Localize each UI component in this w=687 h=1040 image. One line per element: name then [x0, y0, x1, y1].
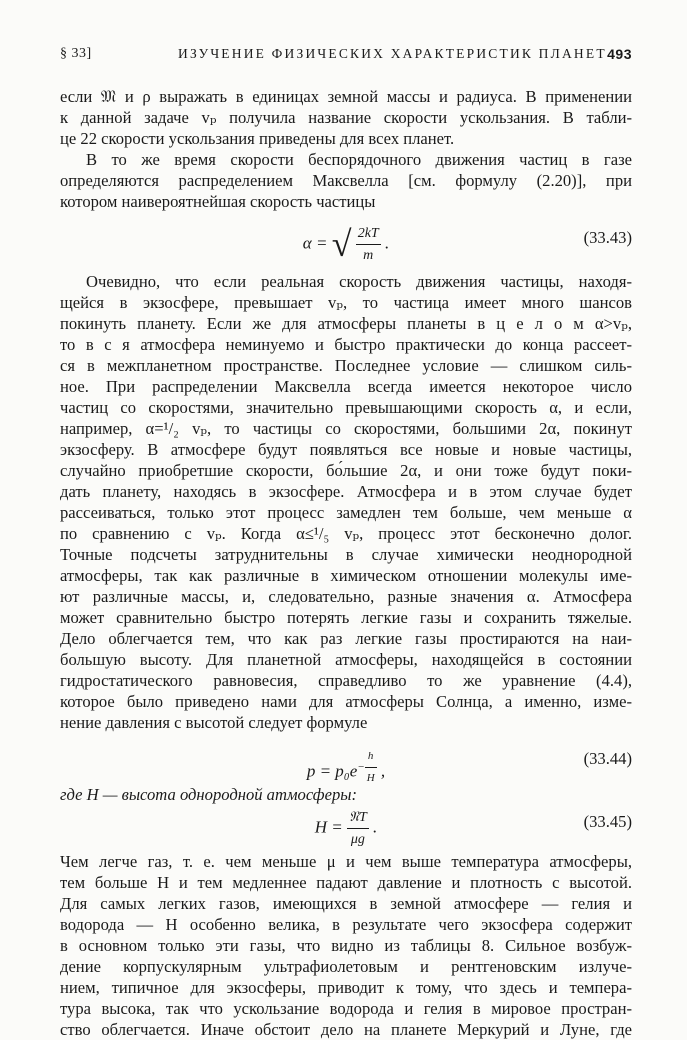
running-header: [60, 46, 632, 68]
text-line: тем больше H и тем медленнее падают давление и плотность с высотой.: [60, 873, 632, 892]
text-line: ют различные массы, и, следовательно, разные значения α. Атмосфера: [60, 587, 632, 606]
text-line: нение давления с высотой следует формуле: [60, 713, 368, 732]
text-line: ное. При распределении Максвелла всегда имеется некоторое число: [60, 377, 632, 396]
formula-33-43: [60, 215, 632, 267]
text-line: В то же время скорости беспорядочного движения частиц в газе: [86, 150, 632, 169]
formula-33-44: [60, 736, 632, 784]
fraction: [356, 223, 381, 266]
formula-lhs: α =: [302, 233, 328, 253]
paragraph-1: [60, 86, 632, 149]
text-line: где H — высота однородной атмосферы:: [60, 785, 358, 804]
text-line: котором наивероятнейшая скорость частицы: [60, 192, 376, 211]
exponent-numerator: h: [365, 746, 377, 768]
fraction-denominator: μg: [350, 832, 365, 847]
page-body: [60, 86, 632, 1040]
text-line: частиц со скоростями, значительно превышающими скорость α, и если,: [60, 398, 632, 417]
text-line: це 22 скорости ускользания приведены для всех планет.: [60, 129, 455, 148]
text-line: по сравнению с vₚ. Когда α≤¹/₅ vₚ, процесс этот бесконечно долог.: [60, 524, 632, 543]
text-line: случайно приобретшие скорости, бо́льшие 2α, и они тоже будут поки-: [60, 461, 632, 480]
formula-lhs: H =: [314, 817, 343, 837]
section-marker: § 33]: [60, 46, 92, 61]
text-line: Точные подсчеты затруднительны в случае химически неоднородной: [60, 545, 632, 564]
formula-tail: .: [373, 817, 378, 837]
formula-tail: .: [384, 233, 390, 253]
text-line: ство облегчается. Иначе обстоит дело на планете Меркурий и Луне, где: [60, 1020, 632, 1039]
text-line: например, α=¹/₂ vₚ, то частицы со скоростями, большими 2α, покинут: [60, 419, 632, 438]
fraction-numerator: 2kT: [356, 223, 381, 245]
text-line: определяются распределением Максвелла [см. формулу (2.20)], при: [60, 171, 632, 190]
equation-number: (33.43): [583, 228, 632, 247]
text-line: нием, типичное для экзосферы, приводит к тому, что здесь и темпера-: [60, 978, 632, 997]
text-line: Очевидно, что если реальная скорость движения частицы, находя-: [86, 272, 632, 291]
chapter-title: ИЗУЧЕНИЕ ФИЗИЧЕСКИХ ХАРАКТЕРИСТИК ПЛАНЕТ: [178, 46, 607, 61]
text-line: гидростатического равновесия, справедливо то же уравнение (4.4),: [60, 671, 632, 690]
formula-tail: ,: [380, 761, 386, 781]
text-line: может сравнительно быстро потерять легкие газы и сохранить тяжелые.: [60, 608, 632, 627]
text-line: атмосферы, так как различные в химическом отношении молекулы име-: [60, 566, 632, 585]
text-line: щейся в экзосфере, превышает vₚ, то частица имеет много шансов: [60, 293, 632, 312]
equation-number: (33.45): [583, 812, 632, 831]
text-line: экзосферу. В атмосфере будут появляться все новые и новые частицы,: [60, 440, 632, 459]
sqrt-symbol: √: [331, 224, 352, 264]
page-number: 493: [607, 46, 632, 62]
fraction: [347, 807, 369, 850]
text-line: дать планету, находясь в экзосфере. Атмосфера и в этом случае будет: [60, 482, 632, 501]
equation-number: (33.44): [583, 749, 632, 768]
text-line: дение корпускулярным ультрафиолетовым и рентгеновским излуче-: [60, 957, 632, 976]
text-line: Дело облегчается тем, что как раз легкие газы простираются на наи-: [60, 629, 632, 648]
text-line: то в с я атмосфера неминуемо и быстро практически до конца рассеет-: [60, 335, 632, 354]
text-line: Чем легче газ, т. е. чем меньше μ и чем выше температура атмосферы,: [60, 852, 632, 871]
text-line: если 𝔐 и ρ выражать в единицах земной массы и радиуса. В применении: [60, 87, 632, 106]
text-line: покинуть планету. Если же для атмосферы планеты в ц е л о м α>vₚ,: [60, 314, 632, 333]
text-line: рассеиваться, только этот процесс замедлен тем больше, чем меньше α: [60, 503, 632, 522]
exponent-denominator: H: [366, 772, 375, 784]
fraction-denominator: m: [363, 248, 374, 263]
exponent: − h H: [357, 761, 376, 773]
text-line: ся в межпланетном пространстве. Последнее условие — слишком силь-: [60, 356, 632, 375]
text-line: тура высока, так что ускользание водорода и гелия в мировое простран-: [60, 999, 632, 1018]
text-line: большую высоту. Для планетной атмосферы, находящейся в состоянии: [60, 650, 632, 669]
text-line: к данной задаче vₚ получила название скорости ускользания. В табли-: [60, 108, 632, 127]
text-line: которое было приведено нами для атмосферы Солнца, а именно, изме-: [60, 692, 632, 711]
paragraph-3: [60, 271, 632, 733]
fraction-numerator: 𝔑T: [347, 807, 369, 829]
paragraph-2: [60, 149, 632, 212]
text-line: Для самых легких газов, имеющихся в земной атмосфере — гелия и: [60, 894, 632, 913]
text-line: в основном только эти газы, что видно из таблицы 8. Сильное возбуж-: [60, 936, 632, 955]
formula-lhs: p = p₀e: [306, 761, 358, 781]
paragraph-4: [60, 851, 632, 1040]
text-line: водорода — H особенно велика, в результате чего экзосфера содержит: [60, 915, 632, 934]
formula-33-45: [60, 805, 632, 847]
